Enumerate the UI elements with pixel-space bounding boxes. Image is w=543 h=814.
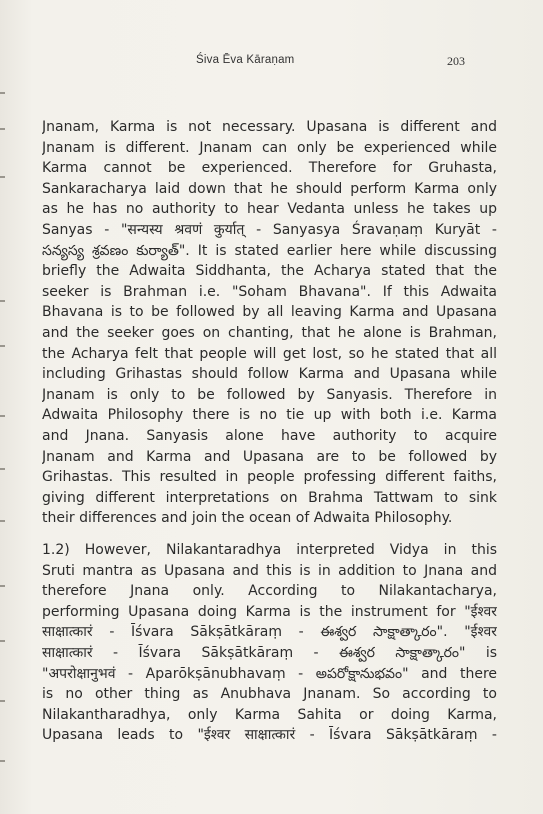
text-line: giving different interpretations on Brahma Tattwam to sink [42,489,497,506]
running-header [0,54,543,70]
text-line: and the seeker goes on chanting, that he alone is Brahman, [42,324,497,341]
edge-tick [0,176,5,178]
text-line: their differences and join the ocean of Adwaita Philosophy. [42,510,453,527]
text-line: including Grihastas should follow Karma and Upasana while [42,366,497,383]
text-line: as he has no authority to hear Vedanta unless he takes up [42,201,497,218]
running-title: Śiva Ēva Kāraṇam [196,54,295,66]
text-line: साक्षात्कारं - Īśvara Sākṣātkāraṃ - ఈశ్వర సాక్షాత్కారం". "ईश्वर [42,624,497,641]
text-line: Karma cannot be experienced. Therefore for Gruhasta, [42,160,497,177]
text-line: therefore Jnana only. According to Nilakantacharya, [42,583,497,600]
edge-tick [0,128,5,130]
text-line: Upasana leads to "ईश्वर साक्षात्कारं - Īśvara Sākṣātkāraṃ - [42,727,497,744]
text-line: Jnanam and Karma and Upasana are to be followed by [42,448,497,465]
edge-tick [0,468,5,470]
text-line: Sruti mantra as Upasana and this is in addition to Jnana and [42,562,497,579]
edge-tick [0,640,5,642]
paragraph-2 [42,540,497,746]
edge-tick [0,700,5,702]
page-number: 203 [447,54,465,68]
text-line: Grihastas. This resulted in people professing different faiths, [42,469,497,486]
paragraph-1 [42,117,497,529]
text-line: साक्षात्कारं - Īśvara Sākṣātkāraṃ - ఈశ్వర సాక్షాత్కారం" is [42,644,497,661]
edge-tick [0,585,5,587]
edge-tick [0,345,5,347]
text-line: performing Upasana doing Karma is the instrument for "ईश्वर [42,603,497,620]
edge-tick [0,92,5,94]
text-line: the Acharya felt that people will get lost, so he stated that all [42,345,497,362]
text-line: సన్యస్య శ్రవణం కుర్యాత్". It is stated earlier here while discussing [42,242,497,259]
text-line: and Jnana. Sanyasis alone have authority to acquire [42,427,497,444]
text-line: Sankaracharya laid down that he should perform Karma only [42,180,497,197]
text-line: is no other thing as Anubhava Jnanam. So according to [42,686,497,703]
page-edge-marks [0,0,8,814]
text-line: Jnanam, Karma is not necessary. Upasana is different and [42,119,497,135]
edge-tick [0,760,5,762]
text-line: Adwaita Philosophy there is no tie up with both i.e. Karma [42,407,497,424]
text-line: seeker is Brahman i.e. "Soham Bhavana". If this Adwaita [42,283,497,300]
edge-tick [0,300,5,302]
text-line: Jnanam is different. Jnanam can only be experienced while [42,139,497,156]
text-line: briefly the Adwaita Siddhanta, the Acharya stated that the [42,263,497,280]
text-line: Sanyas - "सन्यस्य श्रवणं कुर्यात् - Sanyasya Śravaṇaṃ Kuryāt - [42,221,497,238]
text-line: 1.2) However, Nilakantaradhya interpreted Vidya in this [42,542,497,558]
edge-tick [0,415,5,417]
edge-tick [0,520,5,522]
text-line: Bhavana is to be followed by all leaving Karma and Upasana [42,304,497,321]
text-line: Nilakantharadhya, only Karma Sahita or doing Karma, [42,706,497,723]
text-line: Jnanam is only to be followed by Sanyasis. Therefore in [42,386,497,403]
text-line: "अपरोक्षानुभवं - Aparōkṣānubhavaṃ - అపరోక్షానుభవం" and there [42,665,497,682]
